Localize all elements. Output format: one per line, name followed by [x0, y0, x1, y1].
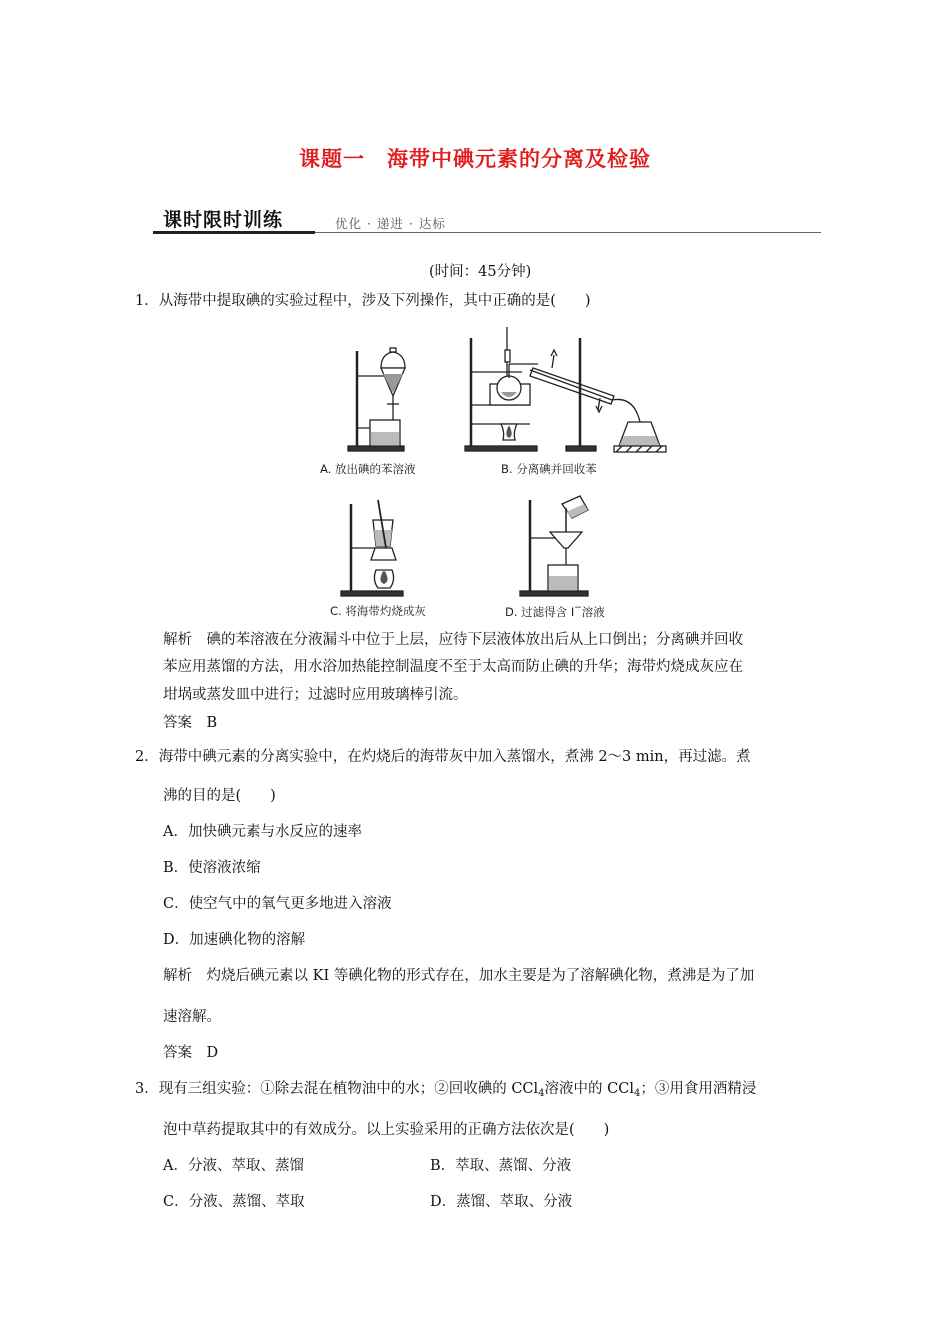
q3-option-c: C．分液、蒸馏、萃取 [163, 1194, 305, 1210]
figure-a-caption: A. 放出碘的苯溶液 [320, 462, 416, 476]
time-note: (时间：45分钟) [429, 264, 532, 280]
q2-option-d: D．加速碘化物的溶解 [163, 932, 306, 948]
q1-stem: 1．从海带中提取碘的实验过程中，涉及下列操作，其中正确的是( ) [135, 293, 591, 309]
q2-answer: 答案 D [163, 1045, 219, 1061]
q2-stem-line: 2．海带中碘元素的分离实验中，在灼烧后的海带灰中加入蒸馏水，煮沸 2～3 min，再过滤。煮 [135, 749, 751, 765]
q2-analysis-line: 解析 灼烧后碘元素以 KI 等碘化物的形式存在，加水主要是为了溶解碘化物，煮沸是为了加 [163, 968, 755, 984]
q2-analysis-line: 速溶解。 [163, 1009, 221, 1025]
q3-option-b: B．萃取、蒸馏、分液 [430, 1158, 572, 1174]
figure-d-caption: D. 过滤得含 I−溶液 [505, 603, 605, 619]
figure-c-caption: C. 将海带灼烧成灰 [330, 604, 426, 618]
q2-option-c: C．使空气中的氧气更多地进入溶液 [163, 896, 392, 912]
figure-a-separatory-funnel [348, 348, 405, 451]
q1-answer: 答案 B [163, 715, 218, 731]
q3-stem-line: 3．现有三组实验：①除去混在植物油中的水；②回收碘的 CCl$_4$溶液中的 CCl$_4$；③用食用酒精浸 [135, 1081, 757, 1099]
section-banner-subtitle: 优化 · 递进 · 达标 [335, 216, 446, 231]
figure-b-distillation [465, 327, 666, 452]
figure-c-burning-seaweed [341, 500, 403, 596]
q2-stem-line: 沸的目的是( ) [163, 788, 276, 804]
q3-option-a: A．分液、萃取、蒸馏 [163, 1158, 304, 1174]
q1-apparatus-figure [0, 0, 950, 640]
q3-stem-line: 泡中草药提取其中的有效成分。以上实验采用的正确方法依次是( ) [163, 1122, 610, 1138]
q1-analysis-line: 坩埚或蒸发皿中进行；过滤时应用玻璃棒引流。 [163, 687, 468, 703]
page-title: 课题一 海带中碘元素的分离及检验 [299, 147, 651, 171]
section-banner-title: 课时限时训练 [163, 209, 284, 231]
q2-option-a: A．加快碘元素与水反应的速率 [163, 824, 362, 840]
figure-b-caption: B. 分离碘并回收苯 [501, 462, 597, 476]
q1-analysis-line: 解析 碘的苯溶液在分液漏斗中位于上层，应待下层液体放出后从上口倒出；分离碘并回收 [163, 632, 743, 648]
q2-option-b: B．使溶液浓缩 [163, 860, 261, 876]
q3-option-d: D．蒸馏、萃取、分液 [430, 1194, 573, 1210]
figure-d-filtration [520, 496, 588, 596]
q1-analysis-line: 苯应用蒸馏的方法，用水浴加热能控制温度不至于太高而防止碘的升华；海带灼烧成灰应在 [163, 659, 743, 675]
